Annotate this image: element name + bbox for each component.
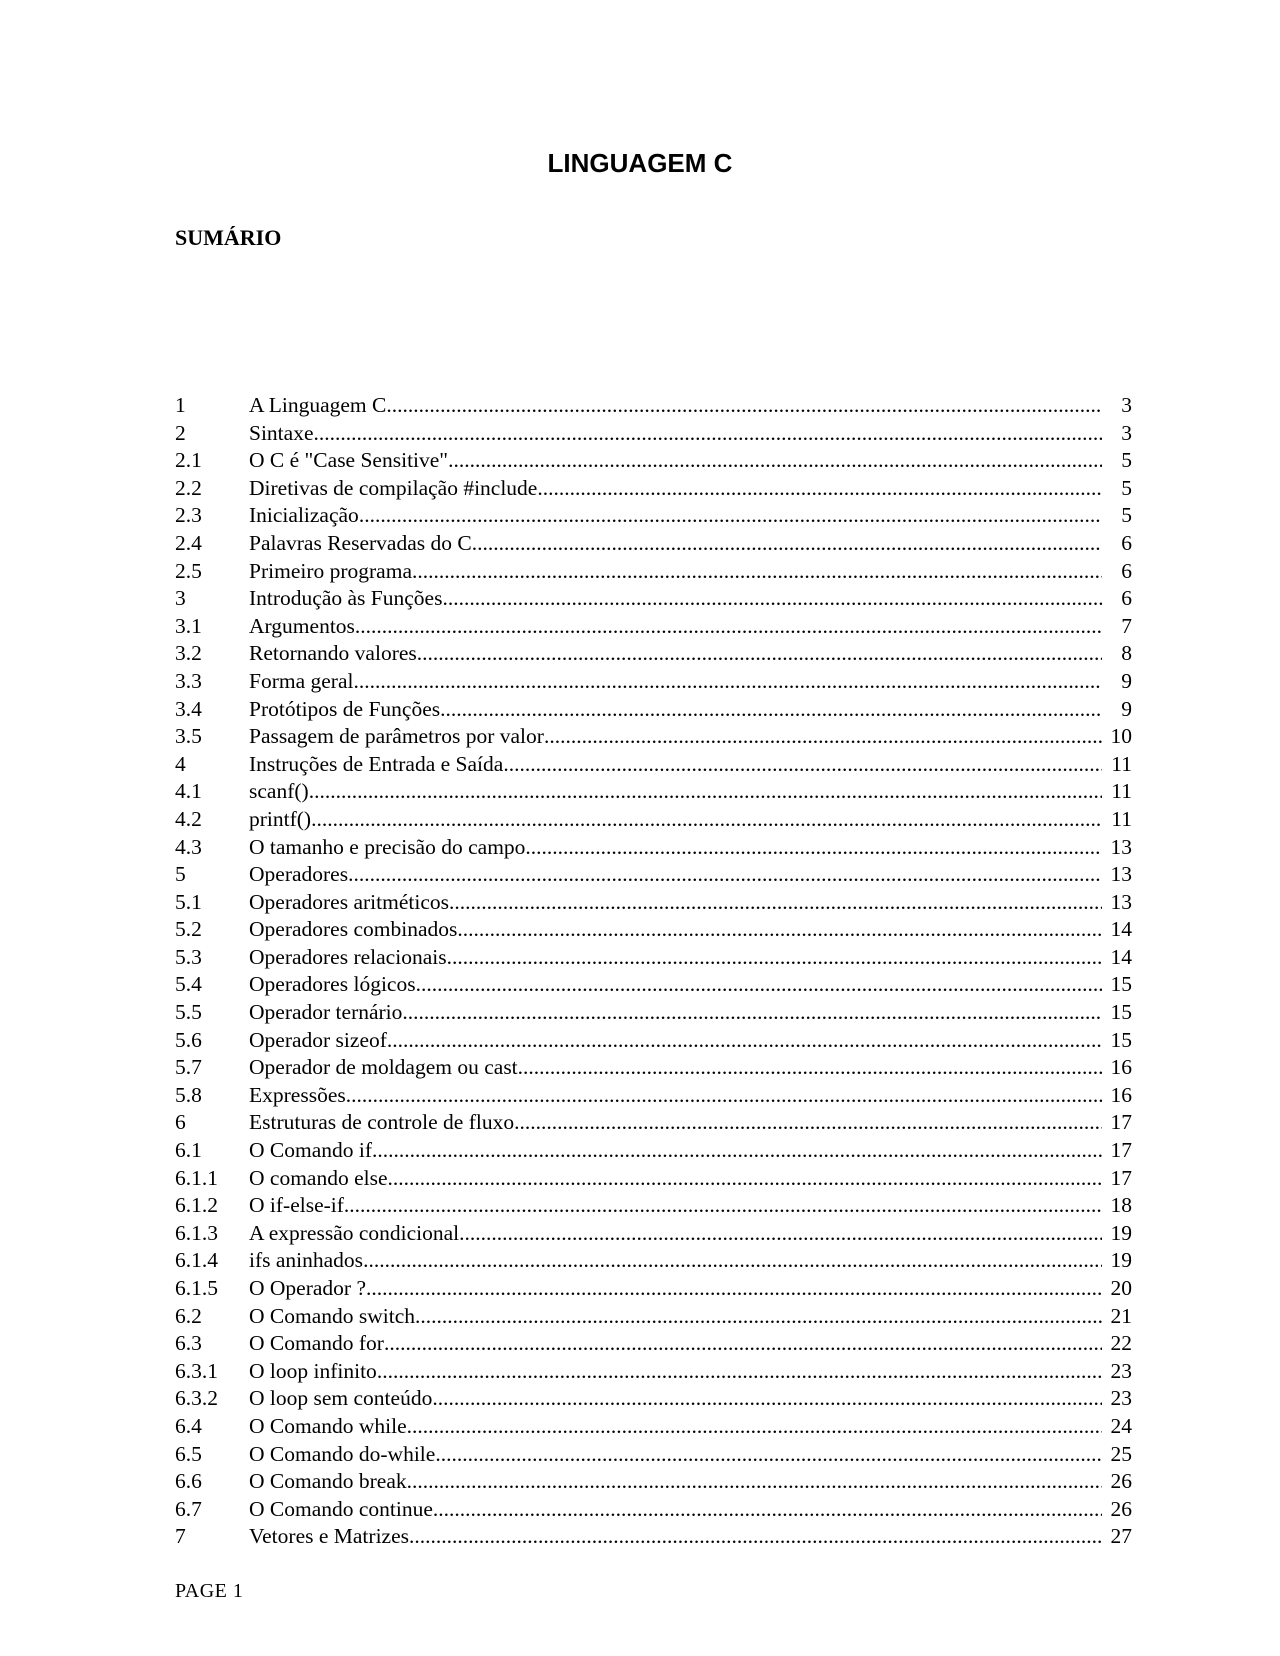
toc-entry-title: Operadores relacionais — [249, 944, 447, 969]
toc-entry-number: 4 — [175, 751, 186, 776]
toc-entry[interactable] — [175, 1109, 1132, 1137]
toc-entry-number: 6.1.1 — [175, 1165, 218, 1190]
toc-entry-number: 6.3.2 — [175, 1386, 218, 1411]
toc-entry[interactable] — [175, 999, 1132, 1027]
toc-entry-number: 3.2 — [175, 641, 202, 666]
toc-entry-number: 5.4 — [175, 972, 202, 997]
toc-entry-page: 17 — [1110, 1138, 1132, 1163]
toc-entry-number: 6.4 — [175, 1413, 202, 1438]
toc-entry-number: 6.5 — [175, 1441, 202, 1466]
toc-entry-number: 3.5 — [175, 724, 202, 749]
toc-entry-page: 23 — [1110, 1386, 1132, 1411]
toc-dot-leader — [544, 723, 1102, 751]
toc-dot-leader — [459, 1220, 1102, 1248]
toc-entry[interactable] — [175, 640, 1132, 668]
toc-entry-page: 6 — [1121, 586, 1132, 611]
toc-entry[interactable] — [175, 1385, 1132, 1413]
toc-dot-leader — [363, 1247, 1102, 1275]
toc-entry-title: Passagem de parâmetros por valor — [249, 724, 544, 749]
toc-entry[interactable] — [175, 420, 1132, 448]
toc-entry-page: 15 — [1110, 1000, 1132, 1025]
toc-dot-leader — [525, 834, 1102, 862]
toc-entry-page: 11 — [1111, 751, 1132, 776]
toc-entry-page: 27 — [1110, 1524, 1132, 1549]
toc-entry[interactable] — [175, 861, 1132, 889]
toc-entry-page: 9 — [1121, 696, 1132, 721]
toc-entry-number: 5.1 — [175, 889, 202, 914]
toc-entry[interactable] — [175, 751, 1132, 779]
toc-entry[interactable] — [175, 944, 1132, 972]
toc-entry-number: 1 — [175, 393, 186, 417]
toc-entry-page: 20 — [1110, 1276, 1132, 1300]
toc-dot-leader — [417, 640, 1102, 668]
toc-dot-leader — [537, 475, 1102, 503]
toc-entry-title: O Comando switch — [249, 1303, 416, 1328]
toc-entry[interactable] — [175, 806, 1132, 834]
toc-entry-title: O Comando break — [249, 1469, 407, 1494]
toc-entry-number: 6.1.5 — [175, 1276, 218, 1300]
toc-entry-number: 6.1.3 — [175, 1220, 218, 1245]
toc-dot-leader — [514, 1109, 1102, 1137]
toc-entry-page: 25 — [1110, 1441, 1132, 1466]
toc-entry-title: Instruções de Entrada e Saída — [249, 751, 504, 776]
toc-entry[interactable] — [175, 530, 1132, 558]
toc-entry-page: 17 — [1110, 1165, 1132, 1190]
toc-dot-leader — [359, 502, 1102, 530]
toc-entry-page: 3 — [1121, 420, 1132, 445]
toc-entry[interactable] — [175, 1247, 1132, 1275]
toc-entry-title: Operadores combinados — [249, 917, 458, 942]
toc-entry[interactable] — [175, 1137, 1132, 1165]
toc-entry-number: 4.1 — [175, 779, 202, 804]
table-of-contents — [175, 392, 1132, 1551]
toc-dot-leader — [435, 1441, 1102, 1469]
toc-entry[interactable] — [175, 558, 1132, 586]
toc-entry-page: 11 — [1111, 806, 1132, 831]
toc-entry-page: 9 — [1121, 668, 1132, 693]
toc-dot-leader — [355, 613, 1102, 641]
toc-entry-page: 10 — [1110, 724, 1132, 749]
toc-entry-title: O tamanho e precisão do campo — [249, 834, 526, 859]
toc-entry-page: 5 — [1121, 503, 1132, 528]
toc-entry-number: 2.3 — [175, 503, 202, 528]
toc-dot-leader — [314, 420, 1103, 448]
toc-entry-page: 7 — [1121, 613, 1132, 638]
toc-entry-number: 6.2 — [175, 1303, 202, 1328]
toc-entry[interactable] — [175, 1441, 1132, 1469]
toc-entry-number: 2.1 — [175, 448, 202, 473]
toc-entry-number: 3 — [175, 586, 186, 611]
toc-dot-leader — [503, 751, 1102, 779]
toc-entry[interactable] — [175, 1496, 1132, 1524]
toc-dot-leader — [433, 1496, 1102, 1524]
toc-entry[interactable] — [175, 916, 1132, 944]
toc-entry-page: 14 — [1110, 944, 1132, 969]
toc-entry-title: O Comando continue — [249, 1496, 433, 1521]
toc-entry[interactable] — [175, 1413, 1132, 1441]
toc-entry[interactable] — [175, 502, 1132, 530]
toc-entry-title: ifs aninhados — [249, 1248, 364, 1273]
toc-entry-number: 6.6 — [175, 1469, 202, 1494]
toc-entry[interactable] — [175, 447, 1132, 475]
toc-entry[interactable] — [175, 1165, 1132, 1193]
toc-entry[interactable] — [175, 971, 1132, 999]
toc-entry-number: 6.1 — [175, 1138, 202, 1163]
toc-dot-leader — [472, 530, 1102, 558]
toc-dot-leader — [442, 585, 1102, 613]
toc-entry-page: 13 — [1110, 889, 1132, 914]
toc-entry[interactable] — [175, 778, 1132, 806]
toc-heading: SUMÁRIO — [175, 225, 282, 250]
toc-entry-title: Protótipos de Funções — [249, 696, 441, 721]
toc-entry-page: 15 — [1110, 1027, 1132, 1052]
toc-entry-title: Argumentos — [249, 613, 355, 638]
toc-entry-title: printf() — [249, 806, 312, 831]
toc-entry[interactable] — [175, 1054, 1132, 1082]
toc-entry-number: 2.5 — [175, 558, 202, 583]
toc-entry[interactable] — [175, 889, 1132, 917]
toc-entry-title: A Linguagem C — [249, 393, 387, 417]
toc-entry-title: Sintaxe — [249, 420, 314, 445]
toc-entry-number: 5.8 — [175, 1082, 202, 1107]
toc-entry-page: 14 — [1110, 917, 1132, 942]
toc-entry-page: 5 — [1121, 448, 1132, 473]
toc-entry-page: 6 — [1121, 530, 1132, 555]
toc-entry-number: 2.2 — [175, 475, 202, 500]
toc-entry-number: 6.1.4 — [175, 1248, 218, 1273]
toc-entry-number: 5.3 — [175, 944, 202, 969]
toc-entry[interactable] — [175, 723, 1132, 751]
toc-dot-leader — [346, 1082, 1102, 1110]
toc-entry[interactable] — [175, 1303, 1132, 1331]
toc-dot-leader — [344, 1192, 1102, 1220]
toc-entry-title: Inicialização — [249, 503, 359, 528]
toc-entry-number: 6 — [175, 1110, 186, 1135]
toc-entry-title: O C é "Case Sensitive" — [249, 448, 449, 473]
toc-entry-number: 5.7 — [175, 1055, 202, 1080]
toc-entry[interactable] — [175, 475, 1132, 503]
toc-entry-number: 6.1.2 — [175, 1193, 218, 1218]
toc-entry-title: Diretivas de compilação #include — [249, 475, 538, 500]
toc-dot-leader — [449, 889, 1102, 917]
toc-dot-leader — [448, 447, 1102, 475]
toc-entry-number: 3.3 — [175, 668, 202, 693]
toc-entry[interactable] — [175, 1468, 1132, 1496]
toc-entry-title: Primeiro programa — [249, 558, 412, 583]
toc-entry-number: 2 — [175, 420, 186, 445]
toc-entry-title: Operadores — [249, 862, 349, 887]
toc-entry-title: Operador ternário — [249, 1000, 403, 1025]
toc-entry[interactable] — [175, 1275, 1132, 1303]
toc-dot-leader — [447, 944, 1102, 972]
toc-entry-title: Estruturas de controle de fluxo — [249, 1110, 515, 1135]
toc-entry-title: O Comando for — [249, 1331, 384, 1356]
toc-entry[interactable] — [175, 392, 1132, 420]
toc-entry-number: 5.2 — [175, 917, 202, 942]
toc-entry-title: A expressão condicional — [249, 1220, 460, 1245]
toc-entry[interactable] — [175, 668, 1132, 696]
toc-entry[interactable] — [175, 585, 1132, 613]
toc-entry-page: 19 — [1110, 1220, 1132, 1245]
toc-dot-leader — [384, 1330, 1102, 1358]
toc-dot-leader — [402, 999, 1102, 1027]
toc-entry-title: Vetores e Matrizes — [249, 1524, 409, 1549]
toc-dot-leader — [457, 916, 1102, 944]
toc-dot-leader — [372, 1137, 1102, 1165]
toc-dot-leader — [416, 971, 1102, 999]
toc-dot-leader — [311, 806, 1102, 834]
toc-entry[interactable] — [175, 613, 1132, 641]
toc-entry[interactable] — [175, 1027, 1132, 1055]
toc-entry-title: O loop infinito — [249, 1358, 377, 1383]
toc-dot-leader — [440, 696, 1102, 724]
toc-entry[interactable] — [175, 1523, 1132, 1551]
toc-entry-page: 18 — [1110, 1193, 1132, 1218]
toc-dot-leader — [407, 1413, 1102, 1441]
toc-entry-title: Operadores aritméticos — [249, 889, 449, 914]
toc-entry-title: O Comando do-while — [249, 1441, 436, 1466]
toc-entry-page: 26 — [1110, 1496, 1132, 1521]
toc-entry-title: Operador sizeof — [249, 1027, 387, 1052]
toc-entry-page: 13 — [1110, 834, 1132, 859]
toc-entry-title: O Comando if — [249, 1138, 373, 1163]
toc-dot-leader — [409, 1523, 1102, 1551]
toc-entry-title: Operador de moldagem ou cast — [249, 1055, 518, 1080]
toc-dot-leader — [412, 558, 1102, 586]
toc-entry-page: 23 — [1110, 1358, 1132, 1383]
page-footer: PAGE 1 — [175, 1580, 244, 1602]
toc-dot-leader — [415, 1303, 1102, 1331]
toc-entry[interactable] — [175, 834, 1132, 862]
toc-entry-number: 5.5 — [175, 1000, 202, 1025]
toc-entry-page: 16 — [1110, 1082, 1132, 1107]
toc-entry-number: 2.4 — [175, 530, 202, 555]
toc-entry-page: 13 — [1110, 862, 1132, 887]
toc-entry[interactable] — [175, 1192, 1132, 1220]
toc-dot-leader — [432, 1385, 1102, 1413]
toc-entry-number: 5 — [175, 862, 186, 887]
toc-entry-page: 11 — [1111, 779, 1132, 804]
toc-entry-title: O comando else — [249, 1165, 388, 1190]
toc-entry-title: Palavras Reservadas do C — [249, 530, 472, 555]
toc-entry-page: 8 — [1121, 641, 1132, 666]
toc-entry-page: 26 — [1110, 1469, 1132, 1494]
toc-entry-page: 24 — [1110, 1413, 1132, 1438]
toc-entry-number: 3.4 — [175, 696, 202, 721]
toc-entry-title: Introdução às Funções — [249, 586, 443, 611]
toc-dot-leader — [407, 1468, 1102, 1496]
toc-dot-leader — [377, 1358, 1102, 1386]
toc-entry[interactable] — [175, 1220, 1132, 1248]
toc-entry-title: O Operador ? — [249, 1276, 367, 1300]
toc-entry-number: 6.7 — [175, 1496, 202, 1521]
toc-entry-title: scanf() — [249, 779, 309, 804]
toc-entry-page: 6 — [1121, 558, 1132, 583]
toc-entry-title: Operadores lógicos — [249, 972, 416, 997]
toc-dot-leader — [353, 668, 1102, 696]
toc-entry-number: 7 — [175, 1524, 186, 1549]
toc-entry-page: 15 — [1110, 972, 1132, 997]
document-title: LINGUAGEM C — [547, 148, 733, 178]
toc-entry-title: O loop sem conteúdo — [249, 1386, 433, 1411]
toc-entry[interactable] — [175, 1358, 1132, 1386]
toc-entry-title: O Comando while — [249, 1413, 407, 1438]
toc-entry-number: 4.2 — [175, 806, 202, 831]
toc-entry-page: 19 — [1110, 1248, 1132, 1273]
toc-entry-page: 3 — [1121, 393, 1132, 417]
toc-entry-number: 6.3 — [175, 1331, 202, 1356]
toc-dot-leader — [518, 1054, 1102, 1082]
toc-entry-title: Retornando valores — [249, 641, 417, 666]
toc-entry[interactable] — [175, 1082, 1132, 1110]
toc-entry-page: 22 — [1110, 1331, 1132, 1356]
toc-entry-title: O if-else-if — [249, 1193, 344, 1218]
toc-entry-page: 17 — [1110, 1110, 1132, 1135]
toc-entry[interactable] — [175, 1330, 1132, 1358]
toc-dot-leader — [366, 1275, 1102, 1303]
toc-entry-title: Forma geral — [249, 668, 354, 693]
toc-entry-number: 5.6 — [175, 1027, 202, 1052]
toc-dot-leader — [348, 861, 1102, 889]
toc-entry-page: 5 — [1121, 475, 1132, 500]
toc-entry-title: Expressões — [249, 1082, 346, 1107]
toc-dot-leader — [388, 1165, 1102, 1193]
toc-dot-leader — [309, 778, 1102, 806]
toc-entry-number: 3.1 — [175, 613, 202, 638]
toc-entry-page: 21 — [1110, 1303, 1132, 1328]
toc-entry-number: 6.3.1 — [175, 1358, 218, 1383]
toc-entry-number: 4.3 — [175, 834, 202, 859]
toc-entry-page: 16 — [1110, 1055, 1132, 1080]
toc-dot-leader — [386, 392, 1102, 420]
toc-entry[interactable] — [175, 696, 1132, 724]
toc-dot-leader — [387, 1027, 1102, 1055]
